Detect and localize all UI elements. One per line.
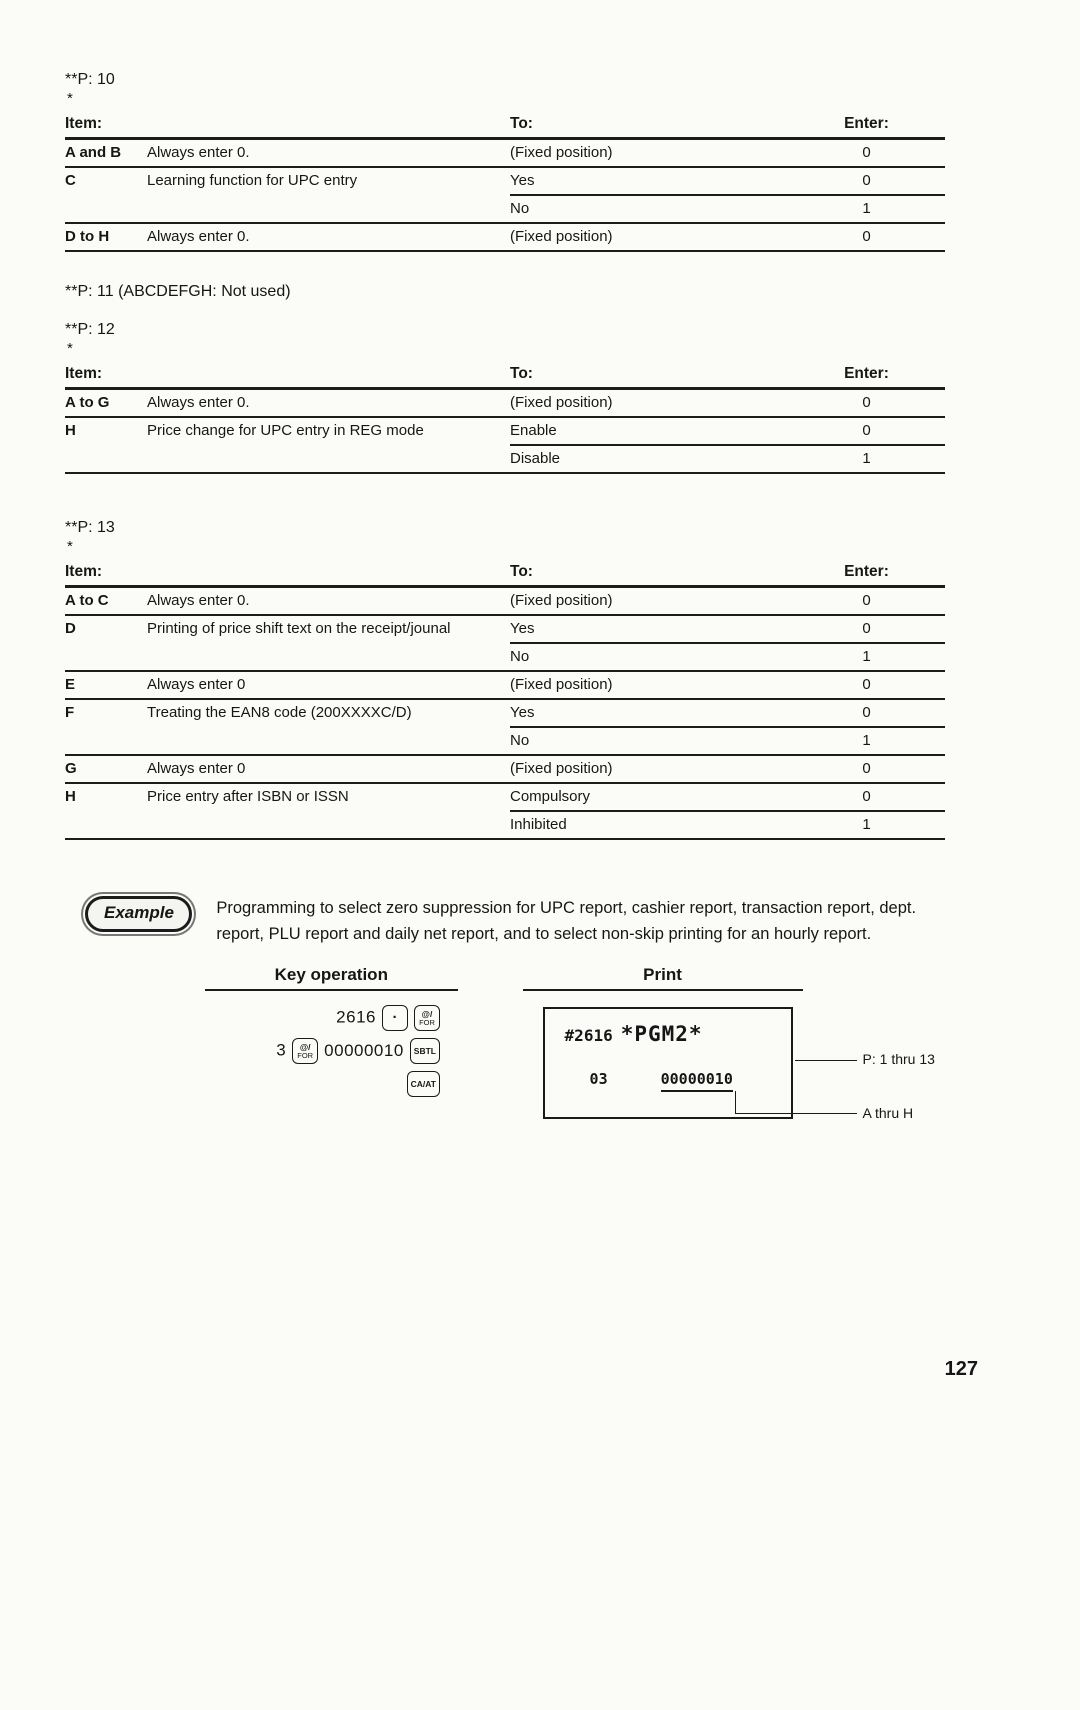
programming-table-p10 bbox=[65, 111, 945, 252]
row-item bbox=[65, 446, 147, 474]
table-row bbox=[65, 168, 945, 196]
row-to-value: (Fixed position) bbox=[510, 390, 790, 418]
table-row bbox=[65, 446, 945, 474]
section-p13-label: **P: 13 bbox=[65, 519, 115, 536]
row-to-value: (Fixed position) bbox=[510, 588, 790, 616]
section-p11-label: **P: 11 (ABCDEFGH: Not used) bbox=[65, 283, 291, 300]
row-item: E bbox=[65, 672, 147, 700]
key-line-2 bbox=[205, 1038, 440, 1064]
item-column-header: Item: bbox=[65, 111, 147, 140]
row-description: Printing of price shift text on the receipt/jounal bbox=[147, 620, 451, 637]
table-row bbox=[65, 588, 945, 616]
example-description: Programming to select zero suppression for UPC report, cashier report, transaction report, dept. report, PLU report and daily net report, and to select non-skip printing for an hourly report. bbox=[216, 899, 917, 943]
section-p10-label: **P: 10 bbox=[65, 71, 115, 88]
item-column-header: Item: bbox=[65, 559, 147, 588]
row-description: Learning function for UPC entry bbox=[147, 172, 358, 189]
table-row bbox=[65, 224, 945, 252]
row-enter-value: 1 bbox=[790, 812, 945, 840]
row-to-value: Inhibited bbox=[510, 812, 790, 840]
programming-table-p12 bbox=[65, 361, 945, 474]
row-item: A to C bbox=[65, 588, 147, 616]
subtotal-key: SBTL bbox=[410, 1038, 440, 1064]
row-item: A and B bbox=[65, 140, 147, 168]
row-enter-value: 0 bbox=[790, 756, 945, 784]
row-enter-value: 0 bbox=[790, 588, 945, 616]
example-badge: Example bbox=[85, 896, 192, 932]
table-row bbox=[65, 700, 945, 728]
receipt-parameter-number: 03 bbox=[589, 1070, 608, 1089]
to-column-header: To: bbox=[510, 361, 790, 390]
section-p12-label: **P: 12 bbox=[65, 321, 115, 338]
row-description: Always enter 0 bbox=[147, 672, 510, 700]
programming-table-p13 bbox=[65, 559, 945, 840]
table-row bbox=[65, 418, 945, 446]
key-line-3 bbox=[205, 1071, 440, 1097]
row-description: Always enter 0. bbox=[147, 140, 510, 168]
row-item: A to G bbox=[65, 390, 147, 418]
row-description bbox=[147, 446, 510, 474]
row-to-value: Disable bbox=[510, 446, 790, 474]
row-enter-value: 1 bbox=[790, 644, 945, 672]
desc-column-header bbox=[147, 361, 510, 390]
row-enter-value: 0 bbox=[790, 140, 945, 168]
row-to-value: No bbox=[510, 196, 790, 224]
row-description: Always enter 0. bbox=[147, 224, 510, 252]
at-for-key: @/ FOR bbox=[414, 1005, 440, 1031]
item-column-header: Item: bbox=[65, 361, 147, 390]
row-item: H bbox=[65, 422, 76, 439]
asterisk-note-p10: * bbox=[67, 90, 73, 107]
row-to-value: Yes bbox=[510, 168, 790, 196]
row-description: Price change for UPC entry in REG mode bbox=[147, 422, 424, 439]
row-to-value: (Fixed position) bbox=[510, 756, 790, 784]
enter-column-header: Enter: bbox=[790, 111, 945, 140]
table-row bbox=[65, 644, 945, 672]
row-description bbox=[147, 644, 510, 672]
row-to-value: Compulsory bbox=[510, 784, 790, 812]
row-enter-value: 1 bbox=[790, 446, 945, 474]
callout-line bbox=[795, 1060, 857, 1061]
table-row bbox=[65, 728, 945, 756]
example-section bbox=[65, 896, 945, 947]
key-line-1 bbox=[205, 1005, 440, 1031]
table-header-row bbox=[65, 111, 945, 140]
row-description: Always enter 0. bbox=[147, 588, 510, 616]
row-enter-value: 0 bbox=[790, 224, 945, 252]
enter-column-header: Enter: bbox=[790, 559, 945, 588]
callout-p-range: P: 1 thru 13 bbox=[862, 1051, 935, 1068]
row-to-value: No bbox=[510, 644, 790, 672]
cash-amount-tendered-key: CA/AT bbox=[407, 1071, 440, 1097]
to-column-header: To: bbox=[510, 559, 790, 588]
table-row bbox=[65, 812, 945, 840]
key-operation-sequence bbox=[205, 1005, 440, 1097]
row-description: Always enter 0 bbox=[147, 756, 510, 784]
asterisk-note-p12: * bbox=[67, 340, 73, 357]
table-row bbox=[65, 140, 945, 168]
key-operation-column bbox=[205, 965, 458, 1157]
asterisk-note-p13: * bbox=[67, 538, 73, 555]
row-to-value: (Fixed position) bbox=[510, 140, 790, 168]
table-row bbox=[65, 784, 945, 812]
row-enter-value: 0 bbox=[790, 418, 945, 446]
receipt-header-line bbox=[565, 1022, 791, 1046]
page-number: 127 bbox=[944, 1358, 978, 1380]
row-item bbox=[65, 644, 147, 672]
entry-value: 2616 bbox=[336, 1007, 376, 1027]
row-item: D bbox=[65, 620, 76, 637]
row-to-value: No bbox=[510, 728, 790, 756]
desc-column-header bbox=[147, 559, 510, 588]
decimal-point-key: · bbox=[382, 1005, 408, 1031]
row-item: G bbox=[65, 756, 147, 784]
print-column bbox=[523, 965, 945, 1157]
row-to-value: (Fixed position) bbox=[510, 224, 790, 252]
callout-line bbox=[735, 1113, 857, 1114]
table-row bbox=[65, 616, 945, 644]
row-item bbox=[65, 728, 147, 756]
at-for-key: @/ FOR bbox=[292, 1038, 318, 1064]
entry-value: 3 bbox=[276, 1040, 287, 1060]
row-to-value: (Fixed position) bbox=[510, 672, 790, 700]
to-column-header: To: bbox=[510, 111, 790, 140]
row-enter-value: 0 bbox=[790, 700, 945, 728]
table-row bbox=[65, 672, 945, 700]
desc-column-header bbox=[147, 111, 510, 140]
row-item: H bbox=[65, 788, 76, 805]
row-description bbox=[147, 728, 510, 756]
row-enter-value: 0 bbox=[790, 390, 945, 418]
entry-digits: 00000010 bbox=[324, 1040, 404, 1060]
row-to-value: Enable bbox=[510, 418, 790, 446]
row-description: Price entry after ISBN or ISSN bbox=[147, 788, 349, 805]
receipt-box bbox=[543, 1007, 793, 1119]
row-enter-value: 0 bbox=[790, 168, 945, 196]
row-enter-value: 1 bbox=[790, 728, 945, 756]
row-enter-value: 0 bbox=[790, 672, 945, 700]
receipt-parameter-digits: 00000010 bbox=[661, 1070, 733, 1092]
receipt-mode-indicator: *PGM2* bbox=[620, 1022, 703, 1047]
row-to-value: Yes bbox=[510, 700, 790, 728]
row-item: C bbox=[65, 172, 76, 189]
table-row bbox=[65, 756, 945, 784]
example-columns bbox=[65, 965, 945, 1157]
receipt-program-number: #2616 bbox=[564, 1026, 613, 1046]
table-row bbox=[65, 196, 945, 224]
callout-a-thru-h: A thru H bbox=[862, 1105, 914, 1122]
row-description bbox=[147, 812, 510, 840]
row-item bbox=[65, 812, 147, 840]
print-title: Print bbox=[523, 965, 803, 991]
row-enter-value: 1 bbox=[790, 196, 945, 224]
table-row bbox=[65, 390, 945, 418]
row-description: Always enter 0. bbox=[147, 390, 510, 418]
table-header-row bbox=[65, 361, 945, 390]
receipt-parameter-line bbox=[565, 1070, 791, 1092]
row-enter-value: 0 bbox=[790, 784, 945, 812]
callout-line bbox=[735, 1091, 736, 1113]
row-item: F bbox=[65, 704, 75, 721]
row-description bbox=[147, 196, 510, 224]
print-sample bbox=[543, 1007, 945, 1157]
enter-column-header: Enter: bbox=[790, 361, 945, 390]
table-header-row bbox=[65, 559, 945, 588]
row-item: D to H bbox=[65, 224, 147, 252]
row-enter-value: 0 bbox=[790, 616, 945, 644]
row-item bbox=[65, 196, 147, 224]
key-operation-title: Key operation bbox=[205, 965, 458, 991]
row-to-value: Yes bbox=[510, 616, 790, 644]
row-description: Treating the EAN8 code (200XXXXC/D) bbox=[147, 704, 412, 721]
